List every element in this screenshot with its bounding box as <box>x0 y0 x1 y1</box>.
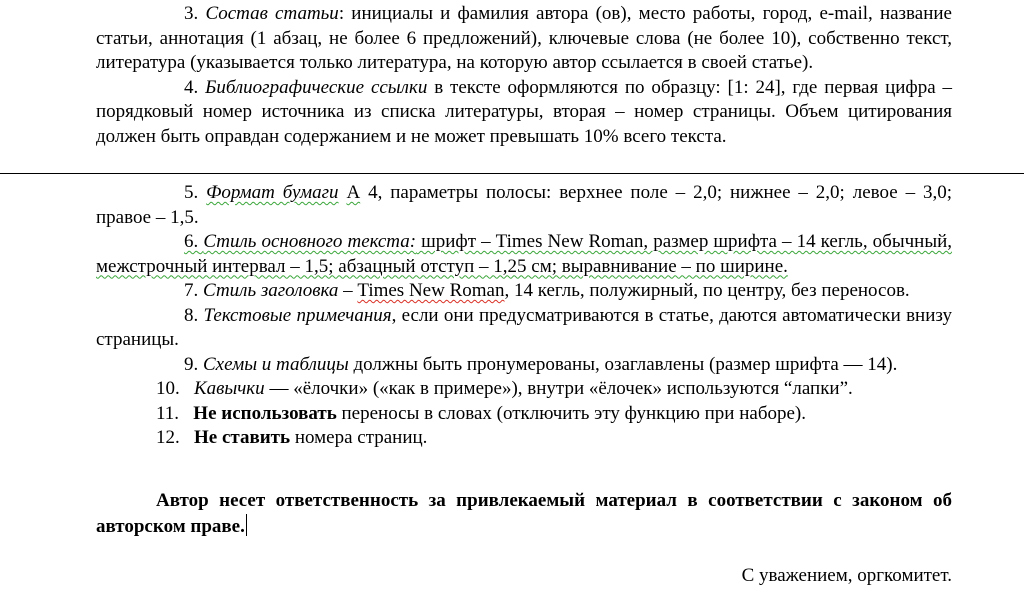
font-name: Times New Roman <box>357 280 505 301</box>
item-number: 8. <box>184 304 199 326</box>
list-item-7 <box>96 279 952 304</box>
item-text: , если они предусматриваются в статье, даются автоматически внизу страницы. <box>96 304 952 350</box>
item-number: 6. <box>184 231 199 252</box>
item-term: Не использовать <box>193 402 337 424</box>
closing-text: Автор несет ответственность за привлекаемый материал в соответствии с законом об авторском праве. <box>96 490 952 537</box>
item-text: — «ёлочки» («как в примере»), внутри «ёлочек» используются “лапки”. <box>264 378 853 399</box>
item-term: Стиль основного текста: <box>203 231 417 252</box>
item-number: 12. <box>156 427 180 448</box>
list-item-6 <box>96 230 952 279</box>
list-item-11 <box>96 402 952 427</box>
item-term: Стиль заголовка <box>203 280 339 301</box>
item-text: должны быть пронумерованы, озаглавлены (размер шрифта — 14). <box>348 353 898 375</box>
text-cursor[interactable] <box>246 514 248 536</box>
item-term: Не ставить <box>194 427 291 448</box>
item-number: 10. <box>156 378 180 399</box>
list-item-9 <box>96 353 952 378</box>
list-item-4 <box>96 76 952 150</box>
item-term: Формат бумаги <box>206 182 339 203</box>
document-top-section <box>96 2 952 149</box>
list-item-8 <box>96 304 952 353</box>
item-number: 3. <box>184 3 199 24</box>
item-text: 4, параметры полосы: верхнее поле – 2,0; нижнее – 2,0; левое – 3,0; правое – 1,5. <box>96 182 952 228</box>
item-number: 5. <box>184 182 199 203</box>
item-term: Состав статьи <box>205 3 339 24</box>
list-item-3 <box>96 2 952 76</box>
item-term: Библиографические ссылки <box>205 76 428 98</box>
signature: С уважением, оргкомитет. <box>741 565 952 586</box>
item-text: номера страниц. <box>290 427 428 448</box>
item-number: 4. <box>184 76 199 98</box>
item-term: Кавычки <box>194 378 265 399</box>
item-text: : инициалы и фамилия автора (ов), место работы, город, e-mail, название статьи, аннотация (1 абзац, не более 6 предложений), ключевые слова (не более 10), собственно текст, литература (указывается только литература, на которую автор ссылается в своей статье). <box>96 3 952 73</box>
item-number: 9. <box>184 353 199 375</box>
paper-format-letter: А <box>346 182 361 203</box>
list-item-12 <box>96 426 952 451</box>
item-text: , 14 кегль, полужирный, по центру, без переносов. <box>504 280 910 301</box>
closing-statement <box>96 489 952 539</box>
item-text: в тексте оформляются по образцу: [1: 24], где первая цифра – порядковый номер источника из списка литературы, вторая – номер страницы. Объем цитирования должен быть оправдан содержанием и не может превышать 10% всего текста. <box>96 76 953 147</box>
item-text: шрифт – Times New Roman, размер шрифта – 14 кегль, обычный, межстрочный интервал – 1,5; абзацный отступ – 1,25 см; выравнивание – по ширине. <box>96 231 953 277</box>
item-term: Текстовые примечания <box>203 304 392 326</box>
item-text: – <box>338 280 358 301</box>
item-number: 7. <box>184 280 199 301</box>
item-number: 11. <box>156 402 180 424</box>
document-bottom-section <box>96 181 952 451</box>
list-item-5 <box>96 181 952 230</box>
page-break-line <box>0 173 1024 174</box>
item-text: переносы в словах (отключить эту функцию при наборе). <box>336 402 807 424</box>
list-item-10 <box>96 377 952 402</box>
item-term: Схемы и таблицы <box>203 353 349 375</box>
